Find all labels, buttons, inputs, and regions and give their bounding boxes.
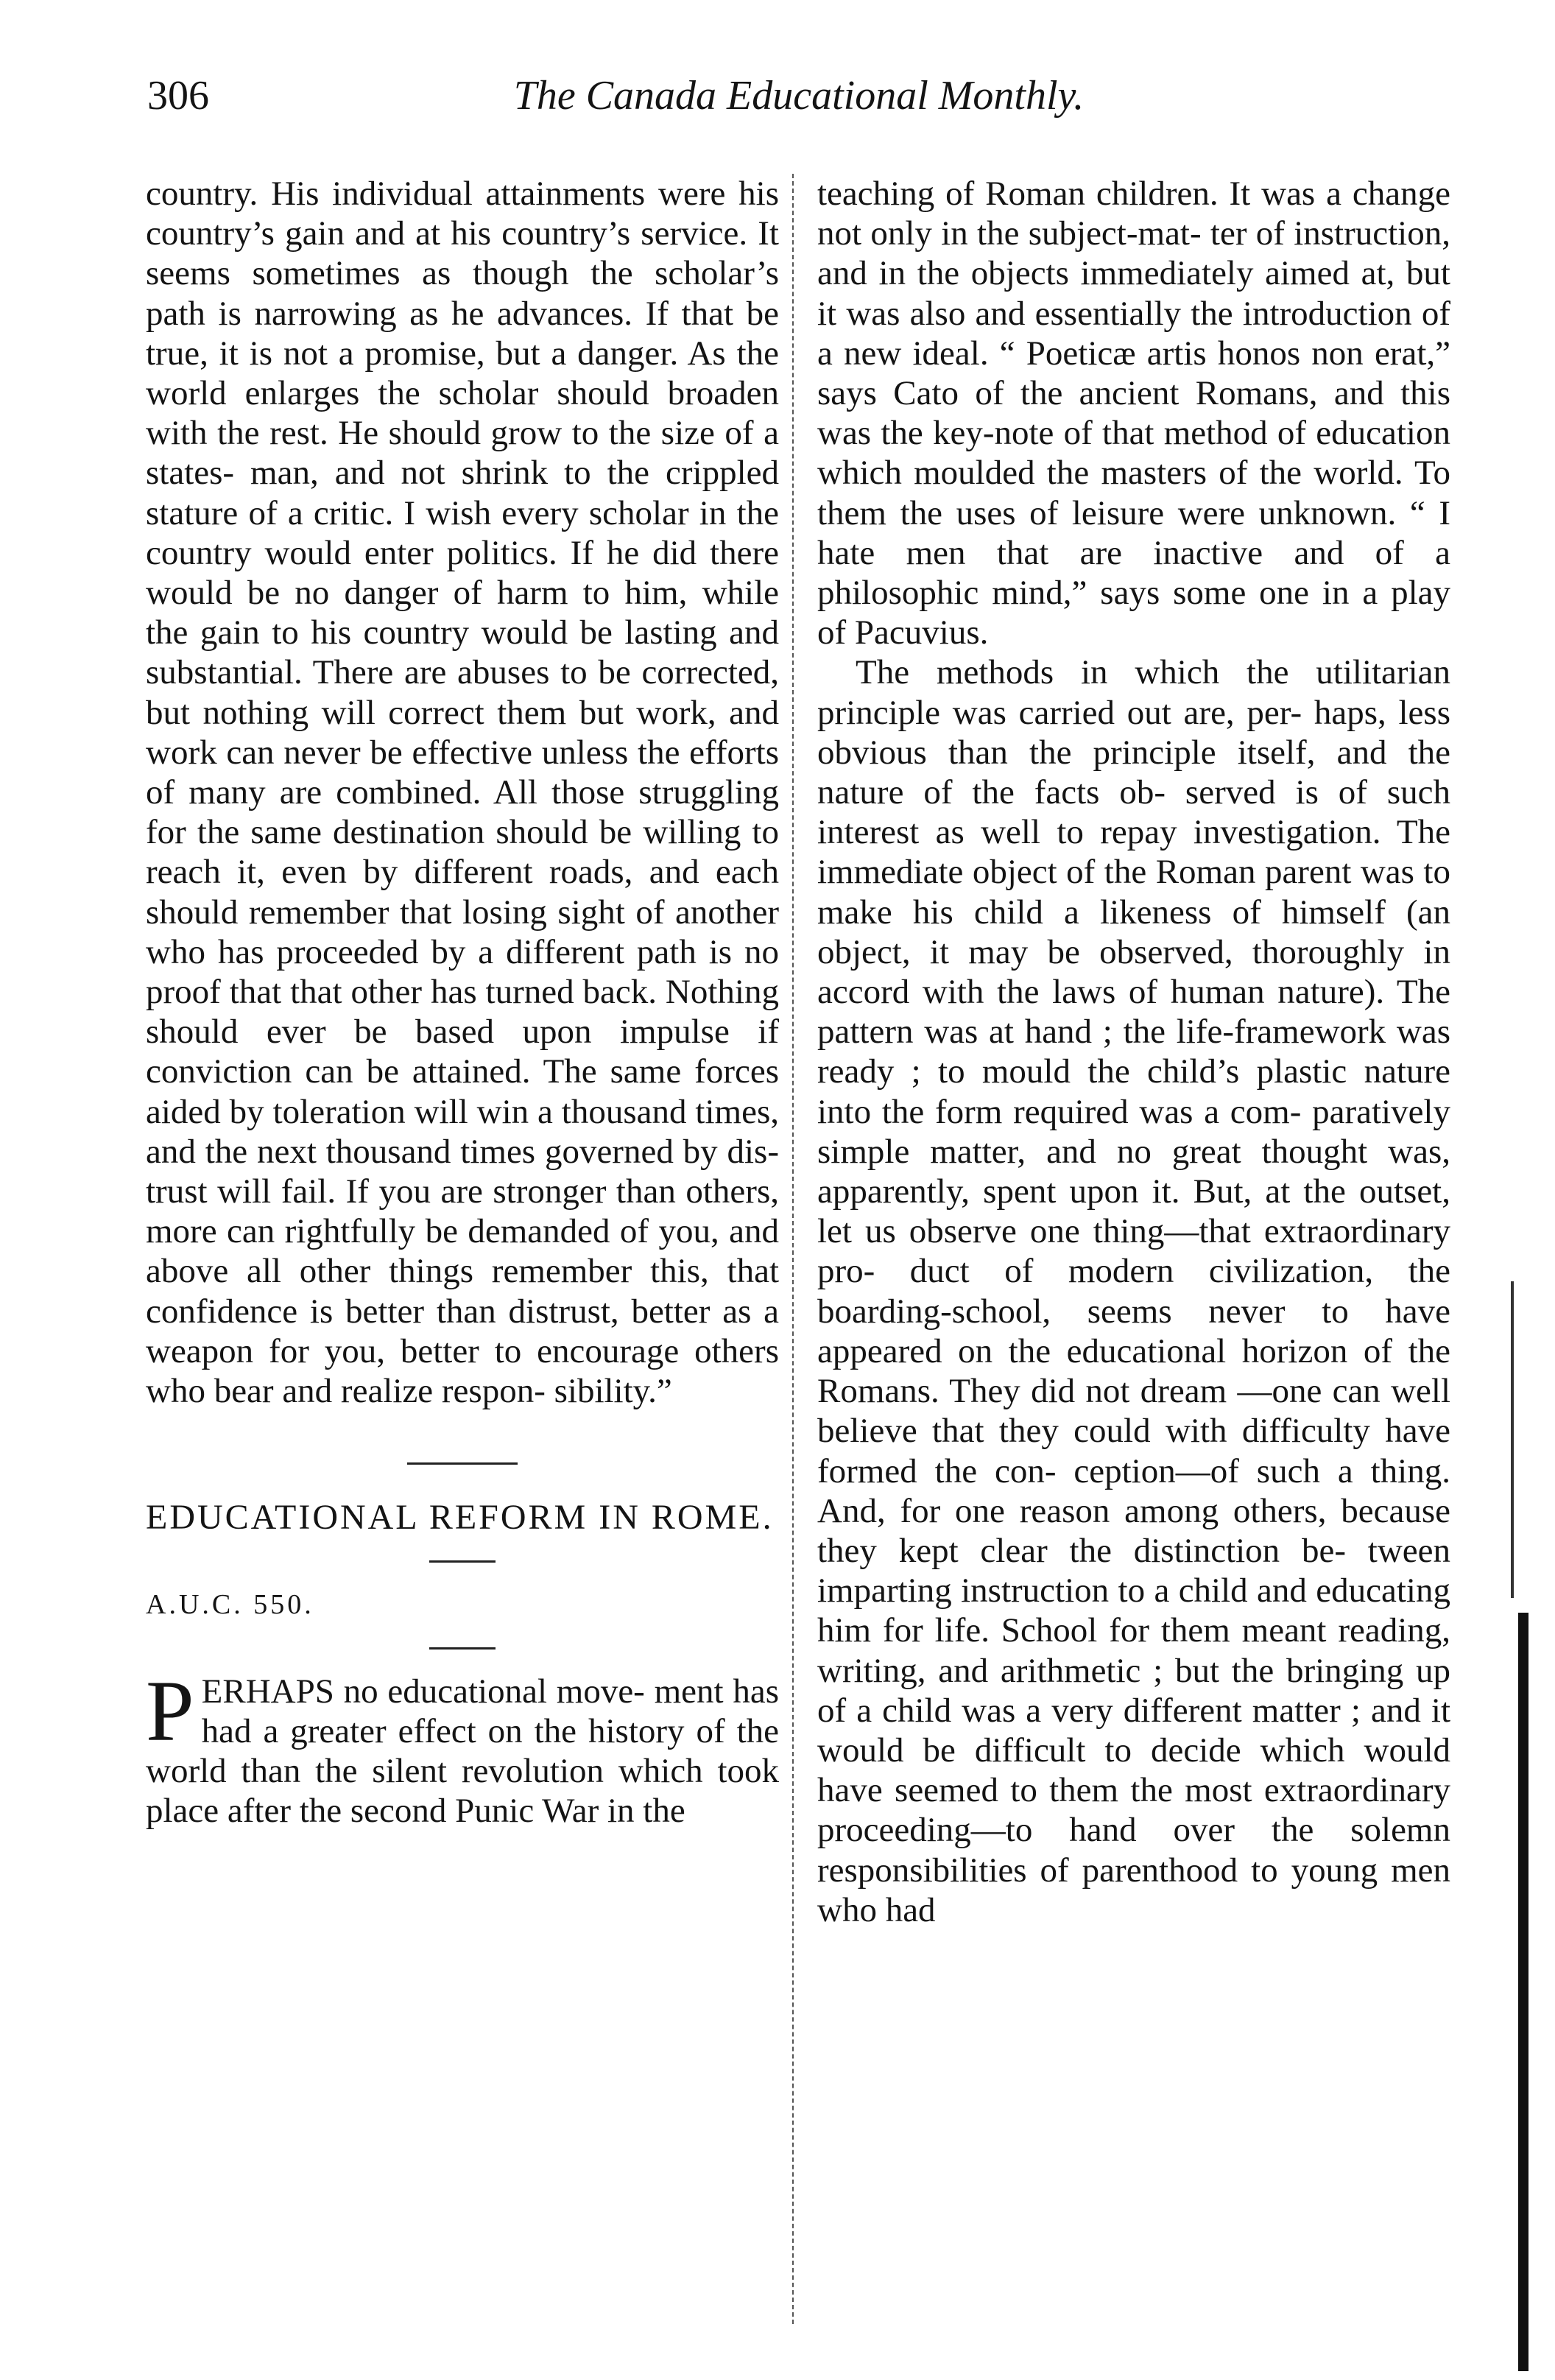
right-paragraph-2: The methods in which the utilitarian principle was carried out are, per- haps, less obvious than the principle itself, and the nature of the facts ob- served is of such interest as well to repay investigation. The immediate object of the Roman parent was to make his child a likeness of himself (an object, it may be observed, thoroughly in accord with the laws of human nature). The pattern was at hand ; the life-framework was ready ; to mould the child’s plastic nature into the form required was a com- paratively simple matter, and no great thought was, apparently, spent upon it. But, at the outset, let us observe one thing—that extraordinary pro- duct of modern civilization, the boarding-school, seems never to have appeared on the educational horizon of the Romans. They did not dream —one can well believe that they could with difficulty have formed the con- ception—of such a thing. And, for one reason among others, because they kept clear the distinction be- tween imparting instruction to a child and educating him for life. School for them meant reading, writing, and arithmetic ; but the bringing up of a child was a very different matter ; and it would be difficult to decide which would have seemed to them the most extraordinary proceeding—to hand over the solemn responsibilities of parenthood to young men who had: [817, 653, 1450, 1929]
opening-text: ERHAPS no educational move- ment has had a greater effect on the history of the world than the silent revolution which took place after the second Punic War in the: [146, 1672, 779, 1831]
right-column: [817, 174, 1450, 1930]
scan-edge-bar: [1518, 1613, 1528, 2371]
left-column: [146, 174, 779, 1831]
scan-edge-mark: [1511, 1281, 1514, 1598]
drop-cap: P: [146, 1662, 194, 1759]
page-header: [147, 72, 1450, 138]
running-title: The Canada Educational Monthly.: [513, 73, 1085, 119]
article-date: A.U.C. 550.: [146, 1589, 314, 1621]
continuation-paragraph: country. His individual attainments were his country’s gain and at his country’s service. It seems sometimes as though the scholar’s path is narrowing as he advances. If that be true, it is not a promise, but a danger. As the world enlarges the scholar should broaden with the rest. He should grow to the size of a states- man, and not shrink to the crippled stature of a critic. I wish every scholar in the country would enter politics. If he did there would be no danger of harm to him, while the gain to his country would be lasting and substantial. There are abuses to be corrected, but nothing will correct them but work, and work can never be effective unless the efforts of many are combined. All those struggling for the same destination should be willing to reach it, even by different roads, and each should remember that losing sight of another who has proceeded by a different path is no proof that that other has turned back. Nothing should ever be based upon impulse if conviction can be attained. The same forces aided by toleration will win a thousand times, and the next thousand times governed by dis- trust will fail. If you are stronger than others, more can rightfully be demanded of you, and above all other things remember this, that confidence is better than distrust, better as a weapon for you, better to encourage others who bear and realize respon- sibility.”: [146, 175, 779, 1411]
right-paragraph-1: teaching of Roman children. It was a change not only in the subject-mat- ter of instruction, and in the objects immediately aimed at, but it was also and essentially the introduction of a new ideal. “ Poeticæ artis honos non erat,” says Cato of the ancient Romans, and this was the key-note of that method of education which moulded the masters of the world. To them the uses of leisure were unknown. “ I hate men that are inactive and of a philosophic mind,” says some one in a play of Pacuvius.: [817, 175, 1450, 652]
opening-paragraph: [146, 1662, 779, 1831]
page-number: 306: [147, 73, 209, 119]
article-heading: EDUCATIONAL REFORM IN ROME.: [146, 1498, 774, 1538]
column-divider: [792, 174, 794, 2324]
